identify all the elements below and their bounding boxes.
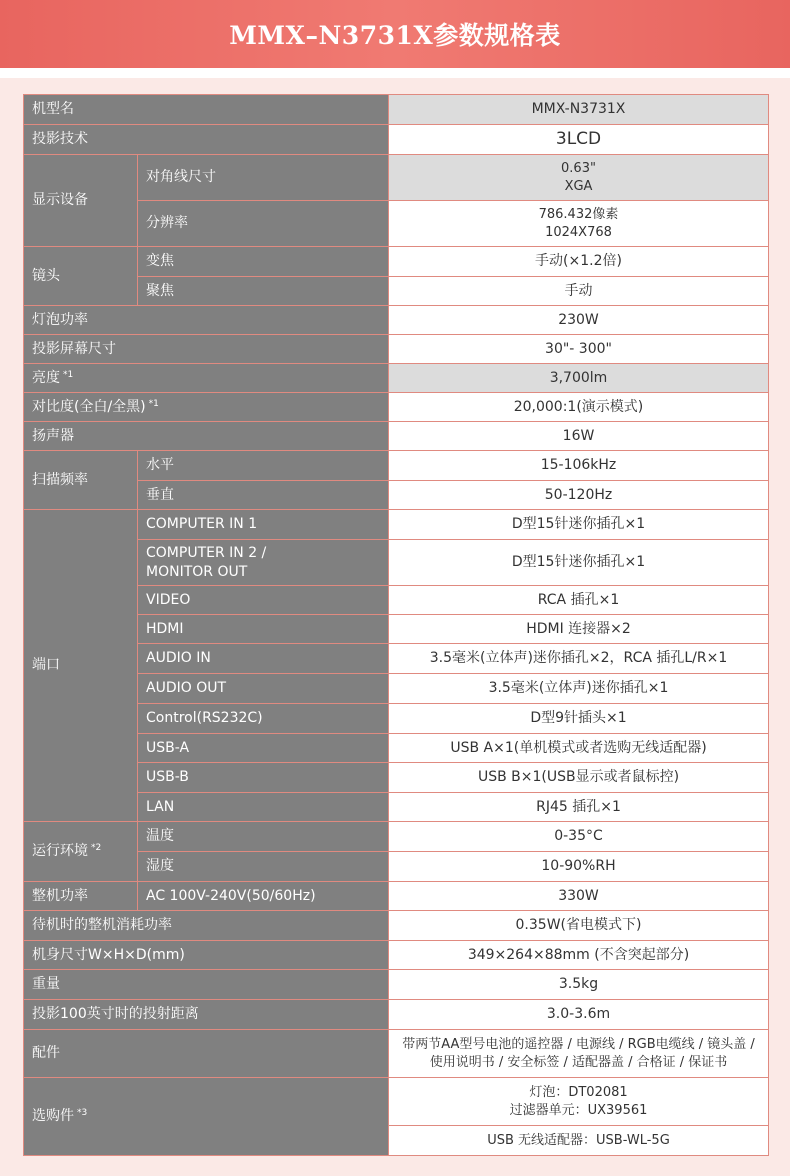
table-row-standby (24, 911, 769, 941)
row-value: 3,700lm (389, 364, 769, 393)
sub-label: HDMI (138, 615, 389, 644)
row-value: HDMI 连接器×2 (389, 615, 769, 644)
group-label: 显示设备 (24, 155, 138, 247)
table-row-scan-h (24, 451, 769, 481)
row-label: 机身尺寸W×H×D(mm) (24, 941, 389, 970)
group-label-text: 运行环境 (32, 843, 88, 859)
row-label: 整机功率 (24, 882, 138, 911)
row-label: 投影屏幕尺寸 (24, 335, 389, 364)
group-label (24, 822, 138, 882)
table-row-brightness (24, 364, 769, 393)
row-value: 带两节AA型号电池的遥控器 / 电源线 / RGB电缆线 / 镜头盖 / 使用说明书 / 安全标签 / 适配器盖 / 合格证 / 保证书 (389, 1030, 769, 1078)
row-value: 330W (389, 882, 769, 911)
table-row-dims (24, 941, 769, 970)
row-value: MMX-N3731X (389, 95, 769, 125)
row-value: 3LCD (389, 125, 769, 155)
sub-label: 温度 (138, 822, 389, 852)
sub-label: 聚焦 (138, 277, 389, 306)
row-value: 16W (389, 422, 769, 451)
sub-label: 垂直 (138, 481, 389, 510)
sub-label: 分辨率 (138, 201, 389, 247)
footnote-marker: *3 (77, 1108, 88, 1118)
row-label: 扬声器 (24, 422, 389, 451)
row-label: 灯泡功率 (24, 306, 389, 335)
sub-label: LAN (138, 793, 389, 822)
sub-label: COMPUTER IN 1 (138, 510, 389, 540)
sub-label: USB-B (138, 763, 389, 793)
row-label-text: 选购件 (32, 1108, 74, 1124)
row-label: 待机时的整机消耗功率 (24, 911, 389, 941)
sub-label: AUDIO OUT (138, 674, 389, 704)
sub-label: 对角线尺寸 (138, 155, 389, 201)
table-row-options (24, 1078, 769, 1126)
footnote-marker: *2 (91, 843, 102, 853)
row-value: 0.35W(省电模式下) (389, 911, 769, 941)
sub-label: Control(RS232C) (138, 704, 389, 734)
row-value: 230W (389, 306, 769, 335)
table-row-screen-size (24, 335, 769, 364)
row-label: 重量 (24, 970, 389, 1000)
row-value: 手动 (389, 277, 769, 306)
row-value: 0-35°C (389, 822, 769, 852)
row-label: 配件 (24, 1030, 389, 1078)
page-title: MMX–N3731X参数规格表 (229, 21, 561, 50)
row-value: 0.63" XGA (389, 155, 769, 201)
group-label: 扫描频率 (24, 451, 138, 510)
row-value: 手动(×1.2倍) (389, 247, 769, 277)
row-value: 10-90%RH (389, 852, 769, 882)
row-label: 机型名 (24, 95, 389, 125)
row-value: 20,000:1(演示模式) (389, 393, 769, 422)
row-value: D型15针迷你插孔×1 (389, 540, 769, 586)
sub-label: COMPUTER IN 2 / MONITOR OUT (138, 540, 389, 586)
table-row-power (24, 882, 769, 911)
table-row-env-temp (24, 822, 769, 852)
sub-label: USB-A (138, 734, 389, 763)
row-value: USB A×1(单机模式或者选购无线适配器) (389, 734, 769, 763)
row-value: 30"- 300" (389, 335, 769, 364)
row-value: RJ45 插孔×1 (389, 793, 769, 822)
group-label: 镜头 (24, 247, 138, 306)
row-value: USB B×1(USB显示或者鼠标控) (389, 763, 769, 793)
row-value: 灯泡：DT02081 过滤器单元：UX39561 (389, 1078, 769, 1126)
table-row-model (24, 95, 769, 125)
table-row-throw (24, 1000, 769, 1030)
row-value: RCA 插孔×1 (389, 586, 769, 615)
table-row-port (24, 510, 769, 540)
row-label (24, 393, 389, 422)
row-value: 786.432像素 1024X768 (389, 201, 769, 247)
table-row-speaker (24, 422, 769, 451)
group-label: 端口 (24, 510, 138, 822)
footnote-marker: *1 (148, 398, 159, 409)
table-row-lens-zoom (24, 247, 769, 277)
table-row-lamp-power (24, 306, 769, 335)
table-row-tech (24, 125, 769, 155)
row-value: D型9针插头×1 (389, 704, 769, 734)
row-value: USB 无线适配器：USB-WL-5G (389, 1126, 769, 1156)
row-label: 投影技术 (24, 125, 389, 155)
row-value: 3.5kg (389, 970, 769, 1000)
row-value: 3.5毫米(立体声)迷你插孔×1 (389, 674, 769, 704)
table-row-display-diag (24, 155, 769, 201)
row-label-text: 对比度(全白/全黑) (32, 398, 146, 415)
spec-table (23, 94, 769, 1156)
row-value: D型15针迷你插孔×1 (389, 510, 769, 540)
row-label (24, 1078, 389, 1156)
row-label-text: 亮度 (32, 369, 60, 386)
row-label (24, 364, 389, 393)
sub-label: 水平 (138, 451, 389, 481)
row-value: 3.5毫米(立体声)迷你插孔×2，RCA 插孔L/R×1 (389, 644, 769, 674)
table-row-accessories (24, 1030, 769, 1078)
table-row-weight (24, 970, 769, 1000)
row-value: 3.0-3.6m (389, 1000, 769, 1030)
row-value: 15-106kHz (389, 451, 769, 481)
sub-label: AUDIO IN (138, 644, 389, 674)
row-value: 50-120Hz (389, 481, 769, 510)
sub-label: 湿度 (138, 852, 389, 882)
row-value: 349×264×88mm (不含突起部分) (389, 941, 769, 970)
row-label: 投影100英寸时的投射距离 (24, 1000, 389, 1030)
table-row-contrast (24, 393, 769, 422)
sub-label: 变焦 (138, 247, 389, 277)
sub-label: AC 100V-240V(50/60Hz) (138, 882, 389, 911)
footnote-marker: *1 (63, 369, 74, 380)
sub-label: VIDEO (138, 586, 389, 615)
